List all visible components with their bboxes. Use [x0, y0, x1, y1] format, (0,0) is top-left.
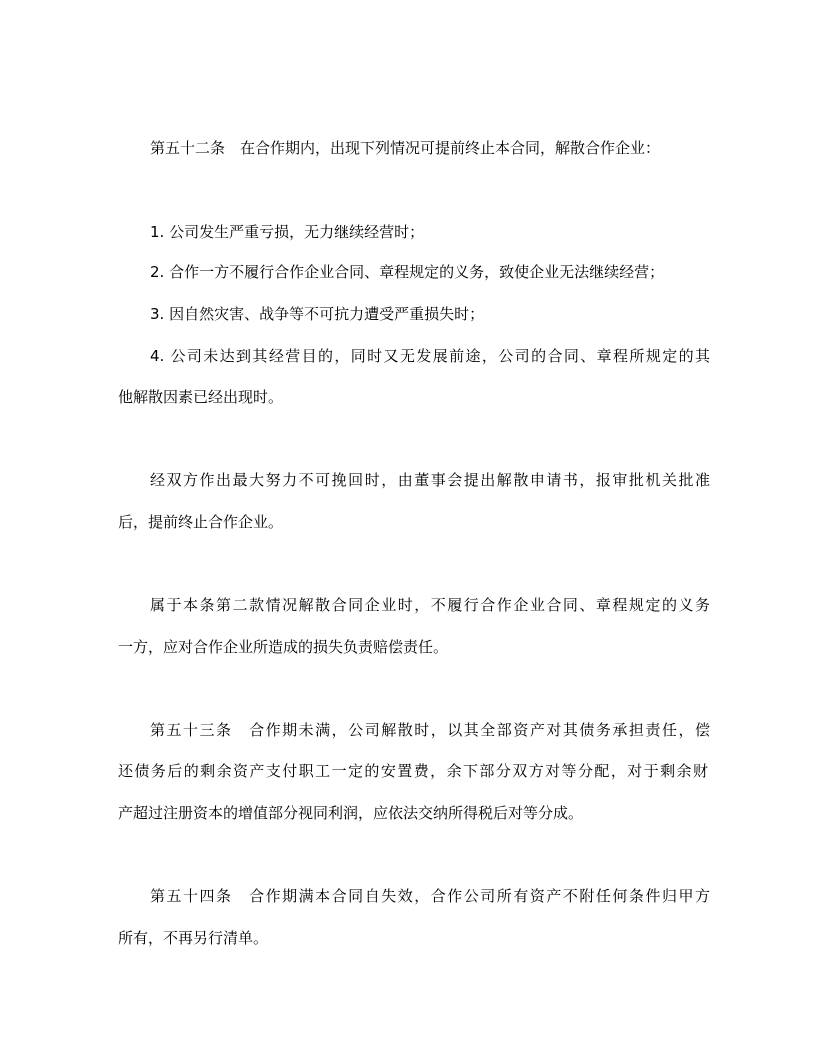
article-52-item-4-line-1: 4. 公司未达到其经营目的，同时又无发展前途，公司的合同、章程所规定的其: [150, 347, 710, 365]
article-54-line-2: 所有，不再另行清单。: [118, 929, 269, 947]
article-52-item-3: 3. 因自然灾害、战争等不可抗力遭受严重损失时；: [150, 305, 485, 323]
article-52-item-2: 2. 合作一方不履行合作企业合同、章程规定的义务，致使企业无法继续经营；: [150, 263, 665, 281]
article-52-item-4-line-2: 他解散因素已经出现时。: [118, 388, 284, 406]
article-53-line-3: 产超过注册资本的增值部分视同利润，应依法交纳所得税后对等分成。: [118, 804, 584, 822]
article-54-line-1: 第五十四条 合作期满本合同自失效，合作公司所有资产不附任何条件归甲方: [150, 887, 710, 905]
article-52-para-2-line-1: 经双方作出最大努力不可挽回时，由董事会提出解散申请书，报审批机关批准: [150, 471, 710, 489]
article-52-item-1: 1. 公司发生严重亏损，无力继续经营时；: [150, 223, 425, 241]
article-52-para-3-line-1: 属于本条第二款情况解散合同企业时，不履行合作企业合同、章程规定的义务: [150, 596, 710, 614]
article-52-para-3-line-2: 一方，应对合作企业所造成的损失负责赔偿责任。: [118, 638, 449, 656]
article-53-line-2: 还债务后的剩余资产支付职工一定的安置费，余下部分双方对等分配，对于剩余财: [118, 762, 708, 780]
article-52-para-2-line-2: 后，提前终止合作企业。: [118, 513, 284, 531]
article-53-line-1: 第五十三条 合作期未满，公司解散时，以其全部资产对其债务承担责任，偿: [150, 721, 710, 739]
article-52-heading: 第五十二条 在合作期内，出现下列情况可提前终止本合同，解散合作企业：: [150, 139, 661, 157]
